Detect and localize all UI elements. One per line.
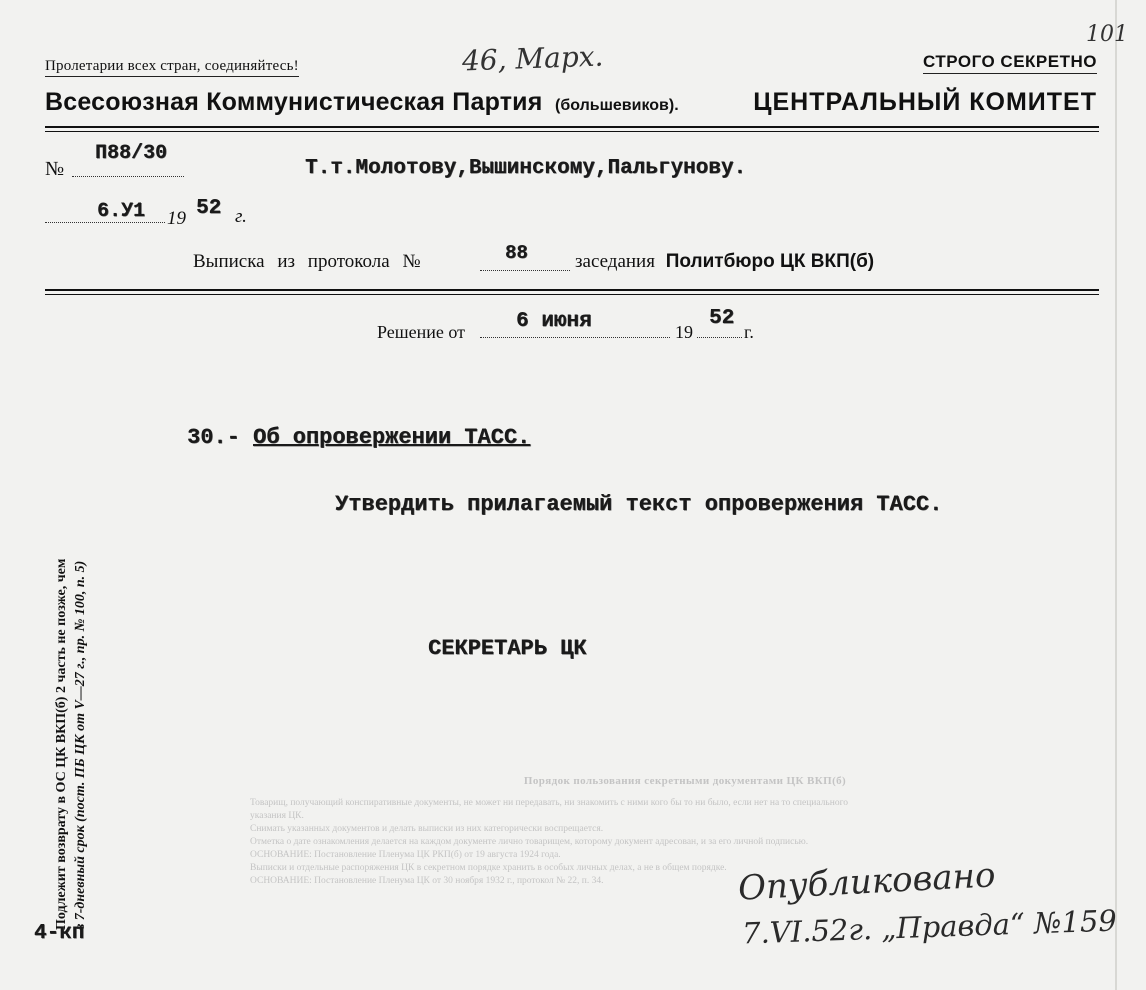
- extract-heading-end: [575, 251, 874, 273]
- date-day-month: 6.У1: [97, 200, 146, 223]
- header-rule: [45, 126, 1099, 128]
- number-dotted-line: [72, 176, 184, 177]
- committee-name: ЦЕНТРАЛЬНЫЙ КОМИТЕТ: [753, 88, 1097, 116]
- protocol-number: 88: [505, 242, 528, 264]
- document-number: П88/30: [95, 142, 168, 165]
- form-code: 4-кп: [34, 922, 85, 945]
- handwritten-page-number: 101: [1086, 22, 1128, 47]
- date-year: 52: [196, 197, 222, 220]
- date-suffix: г.: [235, 206, 247, 227]
- header-rule-thin: [45, 131, 1099, 132]
- decision-year: 52: [709, 307, 735, 330]
- party-name: Всесоюзная Коммунистическая Партия: [45, 88, 543, 116]
- decision-day-month: 6 июня: [516, 310, 592, 333]
- extract-heading: [193, 251, 421, 273]
- agenda-item: [187, 425, 530, 450]
- usage-rule-line: Отметка о дате ознакомления делается на каждом документе лично товарищем, которому документ адресован, и за его личной подписью.: [250, 837, 809, 847]
- meeting-label: заседания: [575, 251, 655, 272]
- usage-rule-line: Снимать указанных документов и делать выписки из них категорически воспрещается.: [250, 824, 604, 834]
- extract-rule: [45, 289, 1099, 291]
- extract-word: из: [277, 251, 296, 272]
- extract-word: Выписка: [193, 251, 265, 272]
- return-notice-line1: Подлежит возврату в ОС ЦК ВКП(б) 2 часть не позже, чем: [54, 558, 69, 930]
- extract-rule-thin: [45, 294, 1099, 295]
- date-century: 19: [167, 208, 186, 229]
- protocol-dotted-line: [480, 270, 570, 271]
- resolution-text: Утвердить прилагаемый текст опровержения ТАСС.: [335, 492, 943, 517]
- item-subject: Об опровержении ТАСС.: [253, 425, 531, 450]
- extract-word: протокола: [307, 251, 390, 272]
- return-notice: [52, 410, 90, 930]
- usage-rules-title: Порядок пользования секретными документами ЦК ВКП(б): [523, 775, 847, 787]
- usage-rule-line: Выписки и отдельные распоряжения ЦК в секретном порядке хранить в особых личных делах, а не в общем порядке.: [250, 863, 727, 873]
- usage-rule-line: ОСНОВАНИЕ: Постановление Пленума ЦК от 30 ноября 1932 г., протокол № 22, п. 34.: [250, 876, 604, 886]
- decision-century: 19: [675, 322, 693, 342]
- party-suffix: (большевиков).: [554, 97, 679, 114]
- decision-suffix: г.: [744, 322, 754, 342]
- usage-rule-line: Товарищ, получающий конспиративные документы, не может ни передавать, ни знакомить с ними кого бы то ни было, если нет на то специального: [250, 798, 849, 808]
- decision-dotted-line: [480, 337, 670, 338]
- handwritten-note: 46, Марх.: [461, 39, 604, 78]
- politburo-label: Политбюро ЦК ВКП(б): [665, 251, 875, 272]
- decision-year-line: [697, 337, 742, 338]
- extract-number-sign: №: [402, 251, 421, 272]
- letterhead: [45, 88, 1097, 117]
- number-sign: №: [45, 158, 65, 180]
- item-number: 30.-: [187, 425, 240, 450]
- classification-label: СТРОГО СЕКРЕТНО: [923, 52, 1097, 74]
- return-notice-line2: в 7-дневный срок (пост. ПБ ЦК от V—27 г., пр. № 100, п. 5): [73, 560, 88, 930]
- published-note: Опубликовано: [737, 855, 997, 909]
- published-date-note: 7.VI.52г. „Правда“ №159: [741, 903, 1118, 951]
- signature-line: СЕКРЕТАРЬ ЦК: [428, 636, 587, 661]
- usage-rule-line: ОСНОВАНИЕ: Постановление Пленума ЦК РКП(б) от 19 августа 1924 года.: [250, 850, 561, 860]
- slogan: Пролетарии всех стран, соединяйтесь!: [45, 58, 299, 77]
- decision-label: Решение от: [377, 322, 465, 342]
- usage-rule-line: указания ЦК.: [250, 811, 304, 821]
- addressees: Т.т.Молотову,Вышинскому,Пальгунову.: [305, 157, 747, 180]
